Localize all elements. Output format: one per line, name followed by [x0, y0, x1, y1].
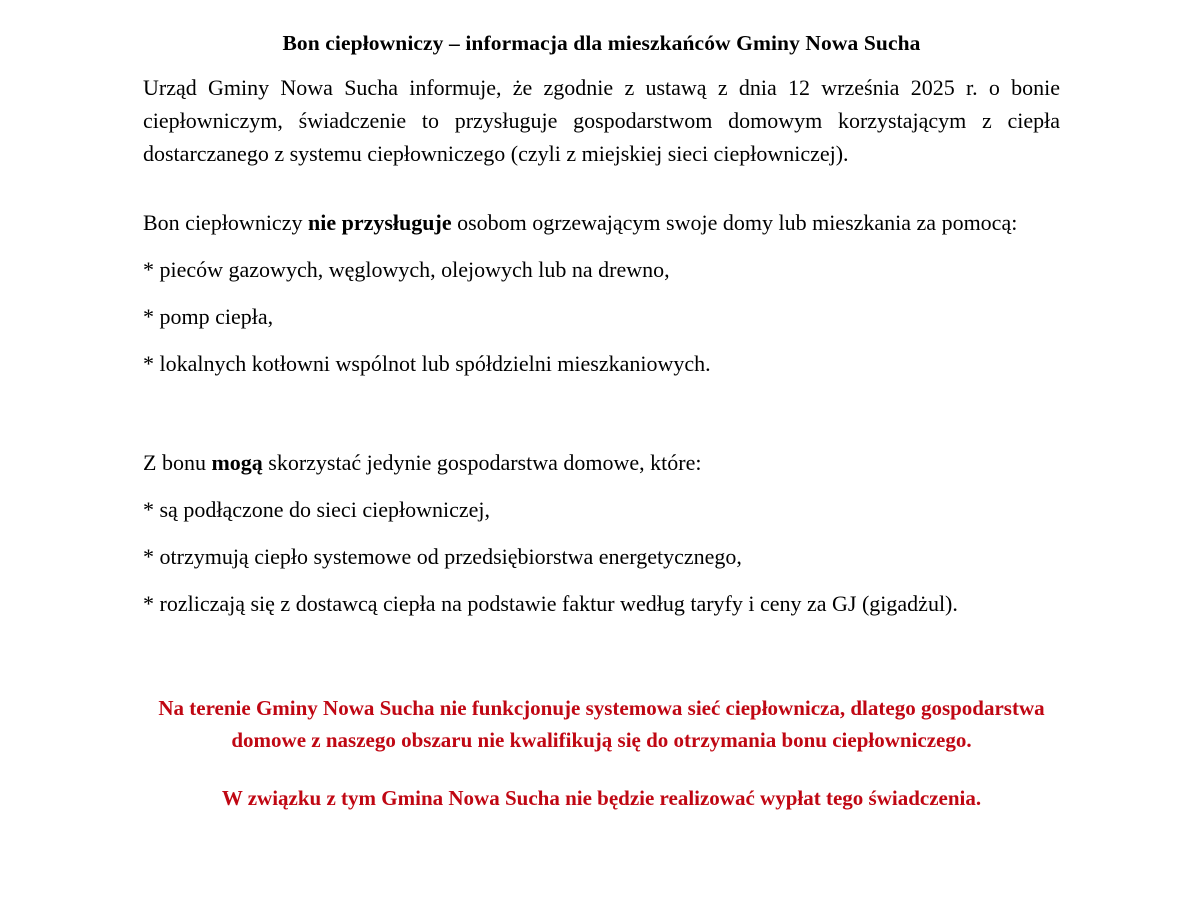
page-title: Bon ciepłowniczy – informacja dla mieszkańców Gminy Nowa Sucha	[282, 31, 921, 55]
spacer	[143, 239, 1060, 253]
eligibility-lead-before: Z bonu	[143, 449, 212, 475]
exclusion-lead-emphasis: nie przysługuje	[307, 209, 452, 235]
spacer	[143, 286, 1060, 300]
intro-paragraph: Urząd Gminy Nowa Sucha informuje, że zgodnie z ustawą z dnia 12 września 2025 r. o bonie ciepłowniczym, świadczenie to przysługuje gospodarstwom domowym korzystającym z ciepła dostarczanego z systemu ciepłowniczego (czyli z miejskiej sieci ciepłowniczej).	[143, 74, 1060, 166]
document-content	[143, 0, 1060, 814]
spacer	[143, 416, 1060, 446]
spacer	[143, 380, 1060, 416]
eligibility-lead-paragraph	[143, 446, 1060, 479]
exclusion-lead-paragraph	[143, 206, 1060, 239]
spacer	[143, 620, 1060, 656]
spacer	[143, 170, 1060, 206]
list-item: * pieców gazowych, węglowych, olejowych lub na drewno,	[143, 256, 670, 282]
eligibility-lead-after: skorzystać jedynie gospodarstwa domowe, które:	[262, 449, 702, 475]
eligibility-lead-emphasis: mogą	[211, 449, 263, 475]
list-item: * są podłączone do sieci ciepłowniczej,	[143, 496, 490, 522]
list-item: * rozliczają się z dostawcą ciepła na podstawie faktur według taryfy i ceny za GJ (gigadżul).	[143, 590, 958, 616]
spacer	[143, 656, 1060, 692]
spacer	[143, 573, 1060, 587]
spacer	[143, 479, 1060, 493]
spacer	[143, 333, 1060, 347]
list-item: * pomp ciepła,	[143, 303, 274, 329]
notice-primary: Na terenie Gminy Nowa Sucha nie funkcjonuje systemowa sieć ciepłownicza, dlatego gospodarstwa domowe z naszego obszaru nie kwalifikują się do otrzymania bonu ciepłowniczego.	[158, 695, 1045, 752]
spacer	[143, 526, 1060, 540]
list-item: * otrzymują ciepło systemowe od przedsiębiorstwa energetycznego,	[143, 543, 742, 569]
list-item: * lokalnych kotłowni wspólnot lub spółdzielni mieszkaniowych.	[143, 350, 711, 376]
exclusion-lead-before: Bon ciepłowniczy	[143, 209, 308, 235]
spacer	[143, 57, 1060, 71]
notice-secondary: W związku z tym Gmina Nowa Sucha nie będzie realizować wypłat tego świadczenia.	[221, 785, 982, 810]
exclusion-lead-after: osobom ogrzewającym swoje domy lub mieszkania za pomocą:	[451, 209, 1018, 235]
